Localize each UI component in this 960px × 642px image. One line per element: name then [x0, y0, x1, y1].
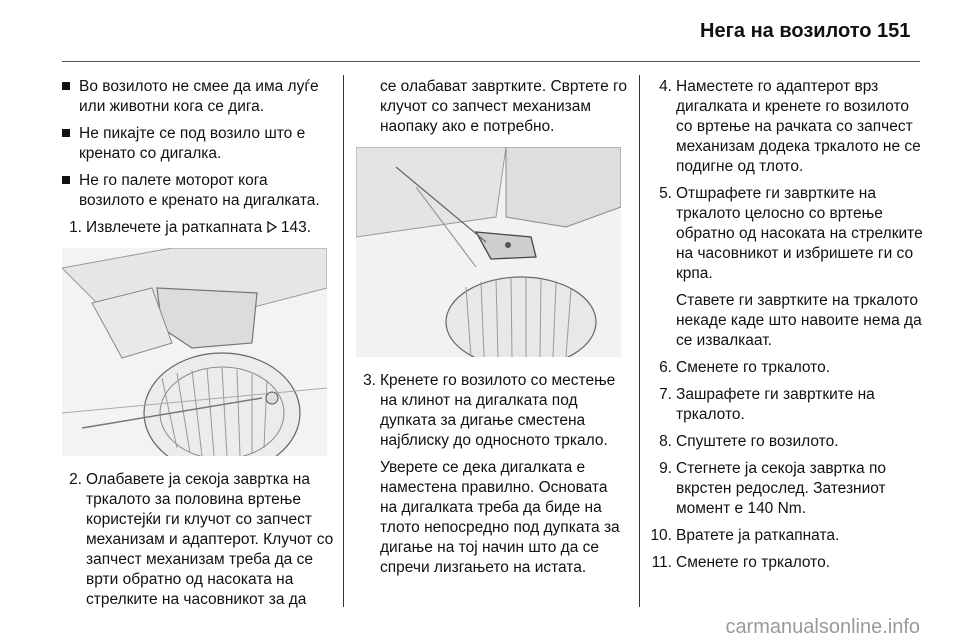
step-number: 4. [659, 78, 672, 95]
step-8 [652, 432, 927, 452]
continuation-text: се олабават завртките. Свртете го клучот со запчест механизам наопаку ако е потребно. [380, 78, 627, 135]
warning-bullet: Не пикајте се под возило што е кренато со дигалка. [62, 124, 337, 164]
page-title: Нега на возилото [700, 20, 872, 42]
column-divider-2 [639, 75, 640, 607]
step-text: Стегнете ја секоја завртка по вкрстен редослед. Затезниот момент е 140 Nm. [676, 460, 886, 517]
warning-bullet: Во возилото не смее да има луѓе или животни кога се дига. [62, 77, 337, 117]
header-divider [62, 61, 920, 62]
step-number: 8. [659, 433, 672, 450]
column-1 [62, 77, 337, 617]
page-header [0, 0, 960, 62]
step-text: Вратете ја раткапната. [676, 527, 840, 544]
step-2 [62, 470, 337, 610]
column-2 [356, 77, 628, 585]
watermark: carmanualsonline.info [725, 616, 920, 638]
step-text: Отшрафете ги завртките на тркалото целосно со вртење обратно од насоката на стрелките на часовникот и избришете ги со крпа. [676, 185, 923, 282]
page-footer [0, 610, 960, 642]
column-divider-1 [343, 75, 344, 607]
step-number: 7. [659, 386, 672, 403]
step-1 [62, 218, 337, 238]
step-number: 9. [659, 460, 672, 477]
step-text: Олабавете ја секоја завртка на тркалото за половина вртење користејќи ги клучот со запчест механизам и адаптерот. Клучот со запчест механизам треба да се врти обратно од насоката на стрелките на часовникот за да [86, 471, 334, 608]
wheel-bolt-illustration [62, 248, 327, 456]
step-number: 11. [651, 554, 672, 571]
step-text: Сменете го тркалото. [676, 359, 831, 376]
step-11 [652, 553, 927, 573]
step-7 [652, 385, 927, 425]
step-number: 1. [69, 219, 82, 236]
step-5-note: Ставете ги завртките на тркалото некаде каде што навоите нема да се извалкаат. [676, 292, 922, 349]
step-3-note: Уверете се дека дигалката е наместена правилно. Основата на дигалката треба да биде на тлото непосредно под дупката за дигање на тој начин што да се спречи лизгањето на истата. [380, 459, 620, 576]
step-3 [356, 371, 628, 451]
step-9 [652, 459, 927, 519]
step-number: 10. [650, 527, 672, 544]
page-reference-arrow-icon [267, 221, 277, 233]
jack-placement-illustration [356, 147, 621, 357]
step-number: 3. [363, 372, 376, 389]
step-text: Кренете го возилото со местење на клинот на дигалката под дупката за дигање сместена најблиску до односното тркало. [380, 372, 616, 449]
step-4 [652, 77, 927, 177]
step-text: Спуштете го возилото. [676, 433, 839, 450]
step-6 [652, 358, 927, 378]
step-10 [652, 526, 927, 546]
step-number: 5. [659, 185, 672, 202]
step-number: 6. [659, 359, 672, 376]
warning-bullet: Не го палете моторот кога возилото е кренато на дигалката. [62, 171, 337, 211]
step-text: Наместете го адаптерот врз дигалката и кренете го возилото со вртење на рачката со запчест механизам додека тркалото не се подигне од тлото. [676, 78, 921, 175]
page-number: 151 [877, 20, 911, 42]
step-5 [652, 184, 927, 284]
step-text: Извлечете ја раткапната [86, 219, 263, 236]
column-3 [652, 77, 927, 580]
page-reference-link[interactable]: 143. [280, 219, 311, 236]
step-number: 2. [69, 471, 82, 488]
step-text: Сменете го тркалото. [676, 554, 831, 571]
step-text: Зашрафете ги завртките на тркалото. [676, 386, 875, 423]
